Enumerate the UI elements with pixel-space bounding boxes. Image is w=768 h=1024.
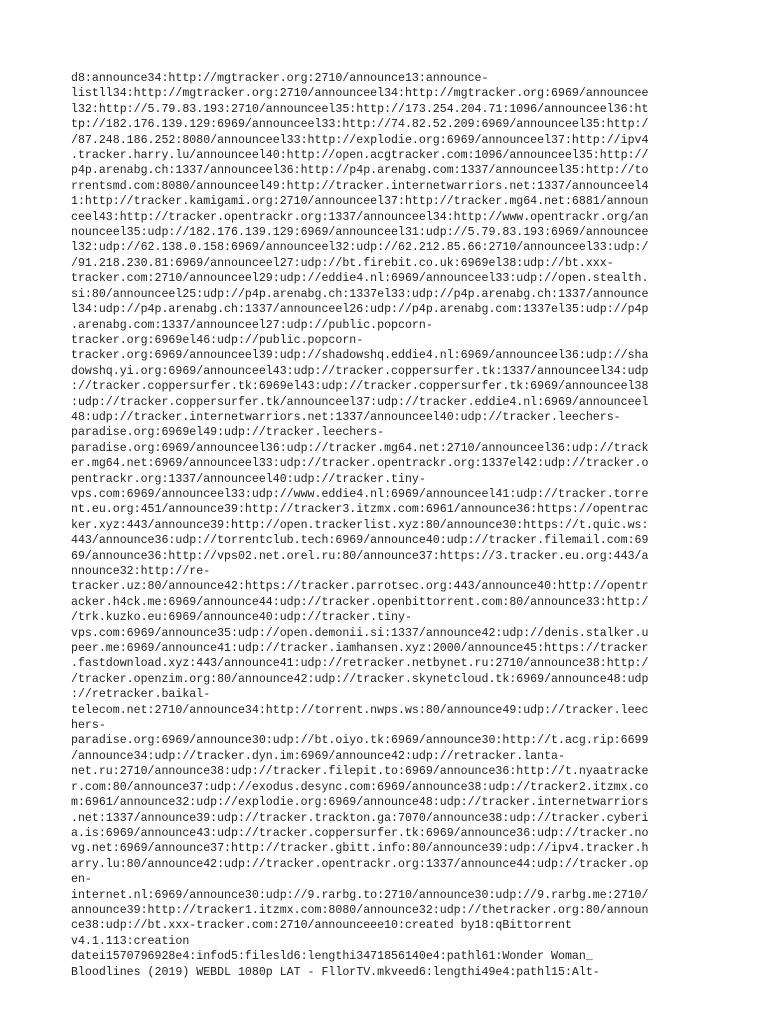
text-line: l32:udp://62.138.0.158:6969/announceel32:udp://62.212.85.66:2710/announceel33:udp:/ [71,241,649,255]
text-line: nounceel35:udp://182.176.139.129:6969/announceel31:udp://5.79.83.193:6969/announcee [71,226,649,240]
text-line: internet.nl:6969/announce30:udp://9.rarbg.to:2710/announce30:udp://9.rarbg.me:2710/ [71,888,649,902]
text-line: m:6961/announce32:udp://explodie.org:6969/announce48:udp://tracker.internetwarriors [71,796,649,810]
text-line: ceel43:http://tracker.opentrackr.org:1337/announceel34:http://www.opentrackr.org/an [71,210,649,224]
text-line: pentrackr.org:1337/announceel40:udp://tracker.tiny- [71,472,426,486]
text-line: hers- [71,719,106,733]
text-line: peer.me:6969/announce41:udp://tracker.iamhansen.xyz:2000/announce45:https://tracker [71,642,649,656]
text-line: si:80/announceel25:udp://p4p.arenabg.ch:1337el33:udp://p4p.arenabg.ch:1337/announce [71,287,649,301]
text-line: /trk.kuzko.eu:6969/announce40:udp://tracker.tiny- [71,611,412,625]
text-line: nnounce32:http://re- [71,565,211,578]
text-line: .fastdownload.xyz:443/announce41:udp://retracker.netbynet.ru:2710/announce38:http:/ [71,657,649,671]
text-line: ://retracker.baikal- [71,688,211,702]
text-line: 443/announce36:udp://torrentclub.tech:6969/announce40:udp://tracker.filemail.com:69 [71,534,649,548]
text-line: announce39:http://tracker1.itzmx.com:8080/announce32:udp://thetracker.org:80/announ [71,903,649,917]
text-line: .tracker.harry.lu/announceel40:http://open.acgtracker.com:1096/announceel35:http:// [71,149,649,163]
text-line: ce38:udp://bt.xxx-tracker.com:2710/announceee10:created by18:qBittorrent [71,919,572,933]
text-line: tp://182.176.139.129:6969/announceel33:http://74.82.52.209:6969/announceel35:http:/ [71,118,649,132]
text-line: en- [71,873,92,887]
text-line: :udp://tracker.coppersurfer.tk/announceel37:udp://tracker.eddie4.nl:6969/announceel [71,395,649,409]
torrent-metadata-text [71,71,701,980]
text-line: datei1570796928e4:infod5:filesld6:lengthi3471856140e4:pathl61:Wonder Woman_ [71,950,593,964]
text-line: dowshq.yi.org:6969/announceel43:udp://tracker.coppersurfer.tk:1337/announceel34:udp [71,364,649,378]
text-line: net.ru:2710/announce38:udp://tracker.filepit.to:6969/announce36:http://t.nyaatracke [71,765,649,779]
text-line: /91.218.230.81:6969/announceel27:udp://bt.firebit.co.uk:6969el38:udp://bt.xxx- [71,256,614,270]
text-line: vps.com:6969/announce35:udp://open.demonii.si:1337/announce42:udp://denis.stalker.u [71,626,649,640]
text-line: tracker.com:2710/announceel29:udp://eddie4.nl:6969/announceel33:udp://open.stealth. [71,272,649,286]
text-line: 69/announce36:http://vps02.net.orel.ru:80/announce37:https://3.tracker.eu.org:443/a [71,549,649,563]
text-line: r.com:80/announce37:udp://exodus.desync.com:6969/announce38:udp://tracker2.itzmx.co [71,780,649,794]
text-line: Bloodlines (2019) WEBDL 1080p LAT - FllorTV.mkveed6:lengthi49e4:pathl15:Alt- [71,965,600,979]
text-line: l34:udp://p4p.arenabg.ch:1337/announceel26:udp://p4p.arenabg.com:1337el35:udp://p4p [71,303,649,317]
text-line: /tracker.openzim.org:80/announce42:udp://tracker.skynetcloud.tk:6969/announce48:udp [71,672,649,686]
text-line: nt.eu.org:451/announce39:http://tracker3.itzmx.com:6961/announce36:https://opentrac [71,503,649,517]
text-line: vg.net:6969/announce37:http://tracker.gbitt.info:80/announce39:udp://ipv4.tracker.h [71,842,649,856]
text-line: a.is:6969/announce43:udp://tracker.coppersurfer.tk:6969/announce36:udp://tracker.no [71,826,649,840]
text-line: tracker.org:6969el46:udp://public.popcorn- [71,333,364,347]
text-line: .net:1337/announce39:udp://tracker.trackton.ga:7070/announce38:udp://tracker.cyberi [71,811,649,825]
text-line: rrentsmd.com:8080/announceel49:http://tracker.internetwarriors.net:1337/announceel4 [71,179,649,193]
text-line: paradise.org:6969/announceel36:udp://tracker.mg64.net:2710/announceel36:udp://track [71,441,649,455]
text-line: p4p.arenabg.ch:1337/announceel36:http://p4p.arenabg.com:1337/announceel35:http://to [71,164,649,178]
text-line: .arenabg.com:1337/announceel27:udp://public.popcorn- [71,318,433,332]
text-line: acker.h4ck.me:6969/announce44:udp://tracker.openbittorrent.com:80/announce33:http:/ [71,595,649,609]
text-line: telecom.net:2710/announce34:http://torrent.nwps.ws:80/announce49:udp://tracker.leec [71,703,649,717]
text-line: arry.lu:80/announce42:udp://tracker.opentrackr.org:1337/announce44:udp://tracker.op [71,857,649,871]
text-line: l32:http://5.79.83.193:2710/announceel35:http://173.254.204.71:1096/announceel36:ht [71,102,649,116]
text-line: /87.248.186.252:8080/announceel33:http://explodie.org:6969/announceel37:http://ipv4 [71,133,649,147]
text-line: ker.xyz:443/announce39:http://open.trackerlist.xyz:80/announce30:https://t.quic.ws: [71,518,649,532]
text-line: er.mg64.net:6969/announceel33:udp://tracker.opentrackr.org:1337el42:udp://tracker.o [71,457,649,471]
text-line: listll34:http://mgtracker.org:2710/announceel34:http://mgtracker.org:6969/announcee [71,87,649,101]
text-line: paradise.org:6969/announce30:udp://bt.oiyo.tk:6969/announce30:http://t.acg.rip:6699 [71,734,649,748]
text-line: d8:announce34:http://mgtracker.org:2710/announce13:announce- [71,72,489,85]
text-line: tracker.org:6969/announceel39:udp://shadowshq.eddie4.nl:6969/announceel36:udp://sha [71,349,649,363]
text-line: vps.com:6969/announceel33:udp://www.eddie4.nl:6969/announceel41:udp://tracker.torre [71,487,649,501]
text-line: paradise.org:6969el49:udp://tracker.leechers- [71,426,385,440]
text-line: 1:http://tracker.kamigami.org:2710/announceel37:http://tracker.mg64.net:6881/announ [71,195,649,209]
text-line: ://tracker.coppersurfer.tk:6969el43:udp://tracker.coppersurfer.tk:6969/announceel38 [71,380,649,394]
text-line: tracker.uz:80/announce42:https://tracker.parrotsec.org:443/announce40:http://opentr [71,580,649,594]
text-line: 48:udp://tracker.internetwarriors.net:1337/announceel40:udp://tracker.leechers- [71,410,621,424]
text-line: /announce34:udp://tracker.dyn.im:6969/announce42:udp://retracker.lanta- [71,749,565,763]
text-line: v4.1.113:creation [71,934,190,948]
